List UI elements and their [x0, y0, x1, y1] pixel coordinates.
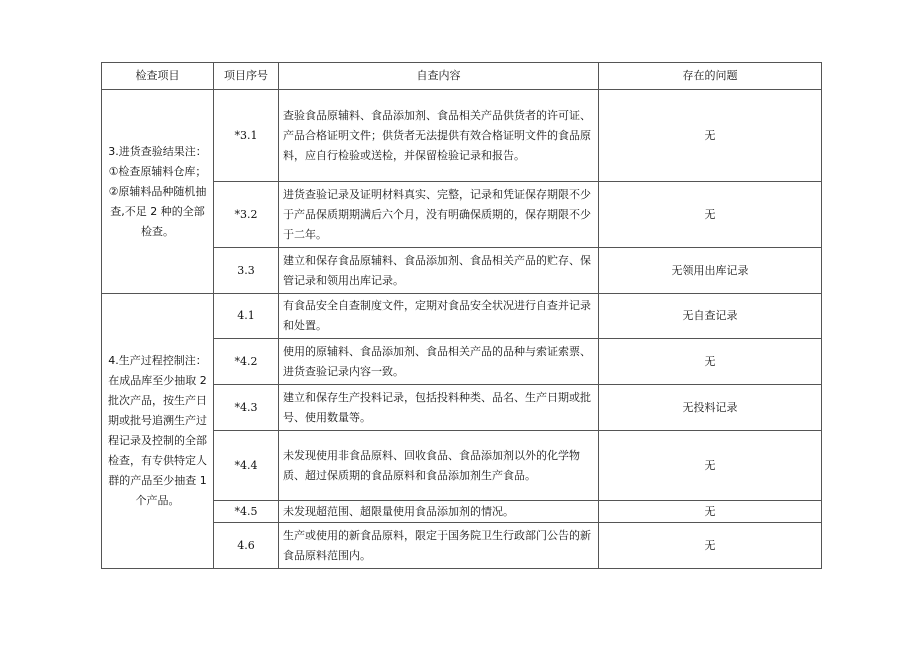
item-number: *4.3 [214, 385, 279, 431]
item-number: *3.2 [214, 182, 279, 248]
content-cell: 使用的原辅料、食品添加剂、食品相关产品的品种与索证索票、进货查验记录内容一致。 [279, 339, 599, 385]
category-cell: 4.生产过程控制注：在成品库至少抽取 2 批次产品，按生产日期或批号追溯生产过程记录及控制的全部检查，有专供特定人群的产品至少抽查 1 个产品。 [102, 294, 214, 569]
header-row [102, 63, 822, 90]
issue-cell: 无 [599, 523, 822, 569]
item-number: 4.1 [214, 294, 279, 339]
content-cell: 建立和保存生产投料记录，包括投料种类、品名、生产日期或批号、使用数量等。 [279, 385, 599, 431]
issue-cell: 无 [599, 501, 822, 523]
issue-cell: 无 [599, 182, 822, 248]
issue-cell: 无 [599, 90, 822, 182]
header-existing-issues: 存在的问题 [599, 63, 822, 90]
item-number: *4.4 [214, 431, 279, 501]
self-inspection-table [101, 62, 822, 569]
item-number: *4.5 [214, 501, 279, 523]
category-cell: 3.进货查验结果注：①检查原辅料仓库；②原辅料品种随机抽查,不足 2 种的全部检查。 [102, 90, 214, 294]
content-cell: 未发现使用非食品原料、回收食品、食品添加剂以外的化学物质、超过保质期的食品原料和食品添加剂生产食品。 [279, 431, 599, 501]
header-inspection-item: 检查项目 [102, 63, 214, 90]
item-number: *3.1 [214, 90, 279, 182]
content-cell: 未发现超范围、超限量使用食品添加剂的情况。 [279, 501, 599, 523]
issue-cell: 无投料记录 [599, 385, 822, 431]
issue-cell: 无 [599, 339, 822, 385]
table-row [102, 90, 822, 182]
item-number: 4.6 [214, 523, 279, 569]
header-item-number: 项目序号 [214, 63, 279, 90]
content-cell: 生产或使用的新食品原料，限定于国务院卫生行政部门公告的新食品原料范围内。 [279, 523, 599, 569]
content-cell: 建立和保存食品原辅料、食品添加剂、食品相关产品的贮存、保管记录和领用出库记录。 [279, 248, 599, 294]
content-cell: 进货查验记录及证明材料真实、完整，记录和凭证保存期限不少于产品保质期期满后六个月，没有明确保质期的，保存期限不少于二年。 [279, 182, 599, 248]
table-row [102, 294, 822, 339]
issue-cell: 无领用出库记录 [599, 248, 822, 294]
item-number: *4.2 [214, 339, 279, 385]
content-cell: 有食品安全自查制度文件，定期对食品安全状况进行自查并记录和处置。 [279, 294, 599, 339]
issue-cell: 无 [599, 431, 822, 501]
header-self-check-content: 自查内容 [279, 63, 599, 90]
content-cell: 查验食品原辅料、食品添加剂、食品相关产品供货者的许可证、产品合格证明文件；供货者无法提供有效合格证明文件的食品原料，应自行检验或送检，并保留检验记录和报告。 [279, 90, 599, 182]
item-number: 3.3 [214, 248, 279, 294]
issue-cell: 无自查记录 [599, 294, 822, 339]
